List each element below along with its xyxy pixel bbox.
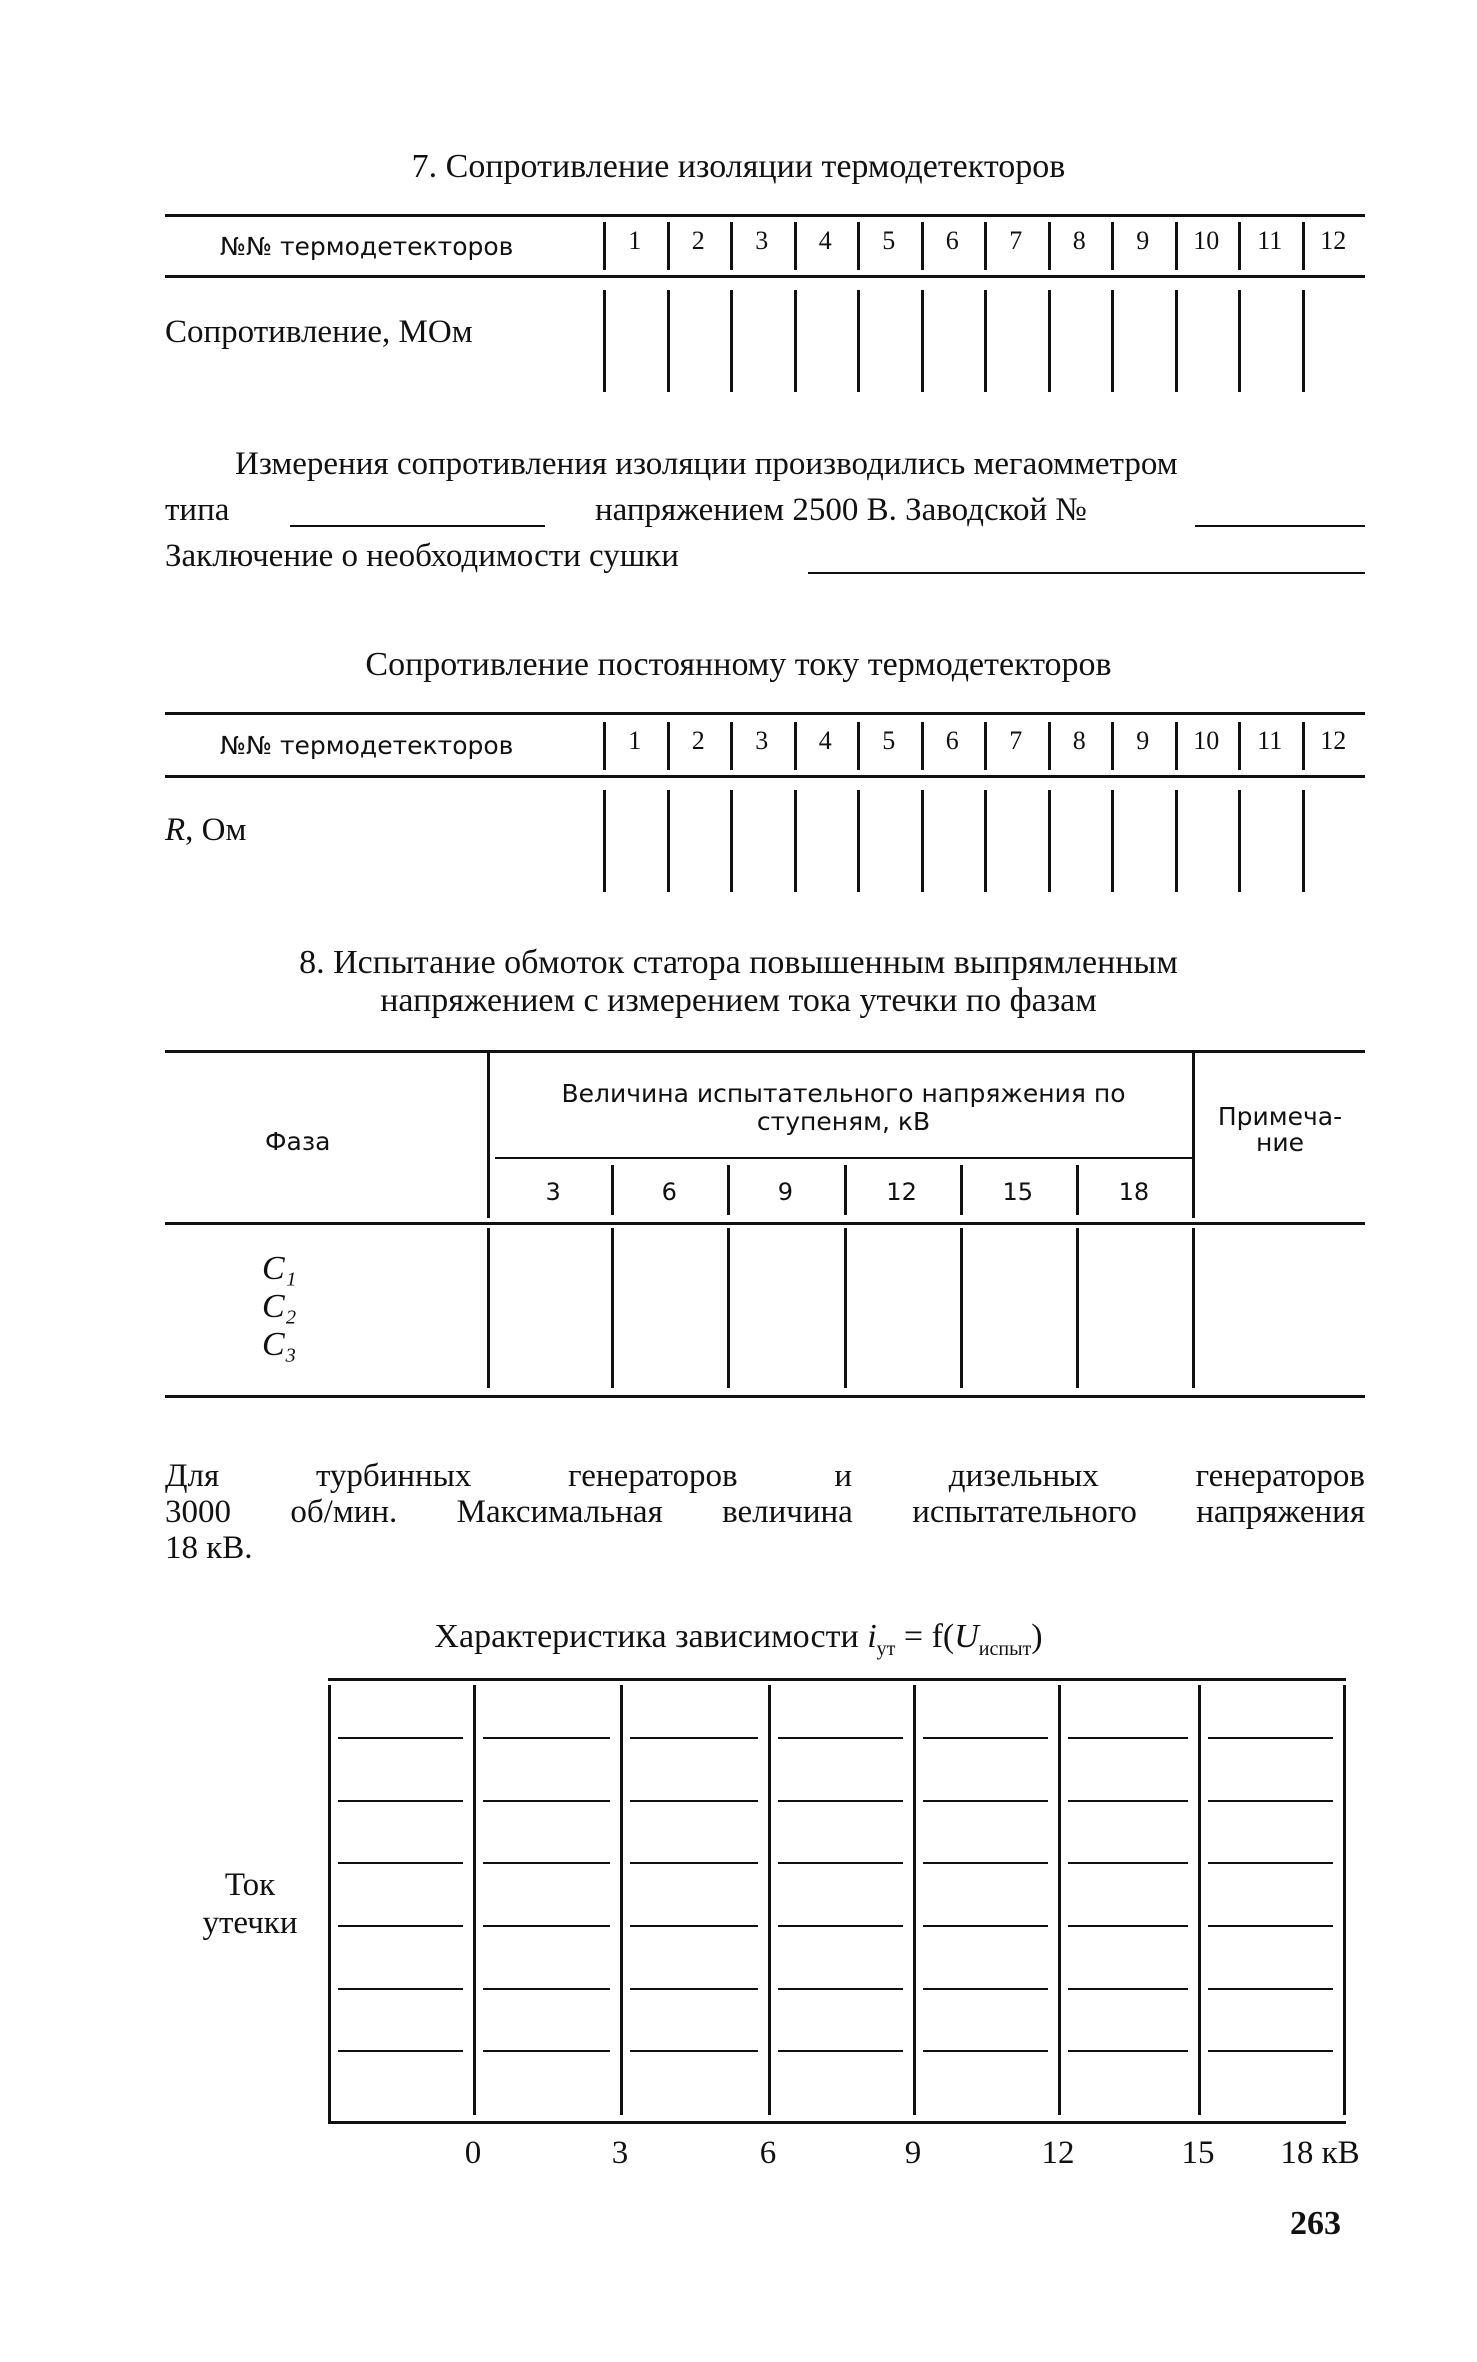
t2-number-10: 10 xyxy=(1193,726,1220,755)
measurement-conclusion-label: Заключение о необходимости сушки xyxy=(165,538,679,574)
insulation-header-label: №№ термодетекторов xyxy=(220,232,514,261)
step-18: 18 xyxy=(1118,1178,1150,1206)
note-line3: 18 кВ. xyxy=(165,1530,253,1566)
step-3: 3 xyxy=(545,1178,561,1206)
t2-number-4: 4 xyxy=(818,726,832,755)
t1-number-5: 5 xyxy=(882,226,896,255)
t1-number-10: 10 xyxy=(1193,226,1220,255)
t1-number-8: 8 xyxy=(1072,226,1086,255)
t2-number-9: 9 xyxy=(1136,726,1150,755)
t1-number-11: 11 xyxy=(1257,226,1283,255)
phase-c3: C₃ xyxy=(262,1326,297,1363)
step-12: 12 xyxy=(886,1178,917,1206)
t1-number-6: 6 xyxy=(945,226,959,255)
t1-number-4: 4 xyxy=(818,226,832,255)
characteristic-title: Характеристика зависимости $i_{ут} = f(U_{испыт})$ xyxy=(434,1618,1043,1660)
step-15: 15 xyxy=(1002,1178,1033,1206)
step-6: 6 xyxy=(661,1178,677,1206)
section8-title-line1: 8. Испытание обмоток статора повышенным выпрямленным xyxy=(299,944,1178,981)
t1-number-7: 7 xyxy=(1009,226,1023,255)
t2-number-2: 2 xyxy=(691,726,705,755)
voltage-column-header: Величина испытательного напряжения по ступеням, кВ xyxy=(561,1079,1126,1136)
phase-c2: C₂ xyxy=(262,1288,297,1325)
t1-number-2: 2 xyxy=(691,226,705,255)
t1-number-12: 12 xyxy=(1320,226,1347,255)
dc-row-label: R, Ом xyxy=(165,812,247,848)
y-axis-label: Ток утечки xyxy=(202,1867,298,1941)
t1-number-3: 3 xyxy=(755,226,769,255)
x-tick-6: 18 кВ xyxy=(1280,2135,1360,2171)
t2-number-12: 12 xyxy=(1320,726,1347,755)
section8-title-line2: напряжением с измерением тока утечки по фазам xyxy=(380,982,1097,1019)
note-line2: 3000 об/мин. Максимальная величина испытательного напряжения xyxy=(165,1494,1365,1530)
t2-number-7: 7 xyxy=(1009,726,1023,755)
t2-number-11: 11 xyxy=(1257,726,1283,755)
section7-title: 7. Сопротивление изоляции термодетекторов xyxy=(411,148,1066,185)
measurement-type-label: типа xyxy=(165,492,230,528)
phase-labels xyxy=(262,1250,297,1364)
x-tick-4: 12 xyxy=(1041,2135,1075,2171)
page-number: 263 xyxy=(1290,2205,1341,2242)
t2-number-1: 1 xyxy=(628,726,642,755)
note-column-header: Примеча- ние xyxy=(1217,1102,1343,1157)
t2-number-8: 8 xyxy=(1072,726,1086,755)
insulation-row-label: Сопротивление, МОм xyxy=(165,314,473,350)
x-tick-5: 15 xyxy=(1181,2135,1215,2171)
dc-header-label: №№ термодетекторов xyxy=(220,731,514,760)
t2-number-5: 5 xyxy=(882,726,896,755)
t2-number-3: 3 xyxy=(755,726,769,755)
measurement-voltage-text: напряжением 2500 В. Заводской № xyxy=(595,492,1087,528)
phase-column-header: Фаза xyxy=(265,1127,331,1156)
x-tick-0: 0 xyxy=(464,2135,482,2171)
note-line1: Для турбинных генераторов и дизельных генераторов xyxy=(165,1458,1365,1494)
t1-number-9: 9 xyxy=(1136,226,1150,255)
x-tick-3: 9 xyxy=(904,2135,922,2171)
t1-number-1: 1 xyxy=(628,226,642,255)
step-9: 9 xyxy=(777,1178,794,1206)
t2-number-6: 6 xyxy=(945,726,959,755)
phase-c1: C₁ xyxy=(262,1250,297,1287)
dc-resistance-title: Сопротивление постоянному току термодетекторов xyxy=(365,646,1112,683)
x-tick-2: 6 xyxy=(759,2135,777,2171)
measurement-line1: Измерения сопротивления изоляции производились мегаомметром xyxy=(235,446,1178,482)
x-tick-1: 3 xyxy=(611,2135,629,2171)
